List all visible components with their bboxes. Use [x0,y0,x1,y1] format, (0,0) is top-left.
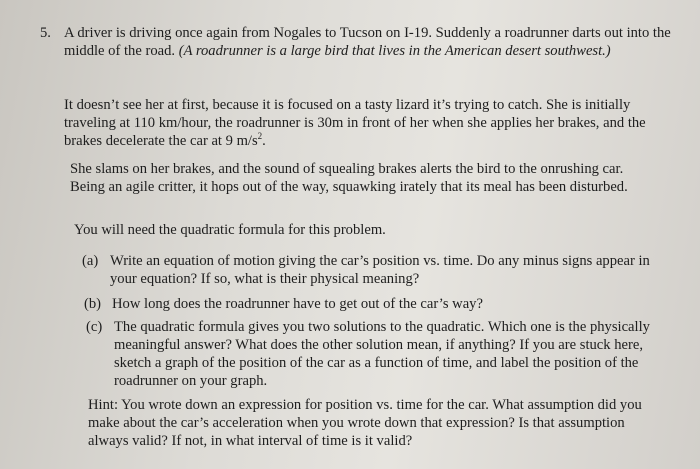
question-part-b-text: How long does the roadrunner have to get out of the car’s way? [112,296,483,312]
question-part-c [86,318,654,394]
paragraph-2: She slams on her brakes, and the sound of squealing brakes alerts the bird to the onrushing car. Being an agile critter, it hops out of the way, squawking irately that its meal has been disturbed. [70,161,628,195]
problem-intro-text: A driver is driving once again from Nogales to Tucson on I-19. Suddenly a roadrunner darts out into the middle of the road. [64,25,671,59]
hint-paragraph: Hint: You wrote down an expression for position vs. time for the car. What assumption did you make about the car’s acceleration when you wrote down that expression? Is that assumption always valid? If not, in what interval of time is it valid? [88,397,642,449]
question-part-b-label: (b) [84,296,102,312]
paragraph-1-superscript: 2 [257,131,263,142]
paragraph-1-text: It doesn’t see her at first, because it is focused on a tasty lizard it’s trying to catch. She is initially traveling at 110 km/hour, the roadrunner is 30m in front of her when she applies her brakes, and the brakes decelerate the car at 9 m/s [64,97,646,149]
question-part-a-text: Write an equation of motion giving the car’s position vs. time. Do any minus signs appear in your equation? If so, what is their physical meaning? [110,253,650,287]
problem-intro [64,24,672,60]
question-part-c-label: (c) [86,319,103,335]
problem-number: 5. [40,25,51,41]
paragraph-3: You will need the quadratic formula for this problem. [74,222,386,238]
question-part-c-text: The quadratic formula gives you two solutions to the quadratic. Which one is the physically meaningful answer? What does the other solution mean, if anything? If you are stuck here, sketch a graph of the position of the car as a function of time, and label the position of the roadrunner on your graph. [114,319,650,389]
question-part-a [82,252,654,292]
paragraph-1-end: . [262,133,266,149]
problem-intro-italic: (A roadrunner is a large bird that lives in the American desert southwest.) [178,43,611,59]
question-part-a-label: (a) [82,253,99,269]
paragraph-1 [64,96,664,150]
question-part-b [84,295,654,315]
